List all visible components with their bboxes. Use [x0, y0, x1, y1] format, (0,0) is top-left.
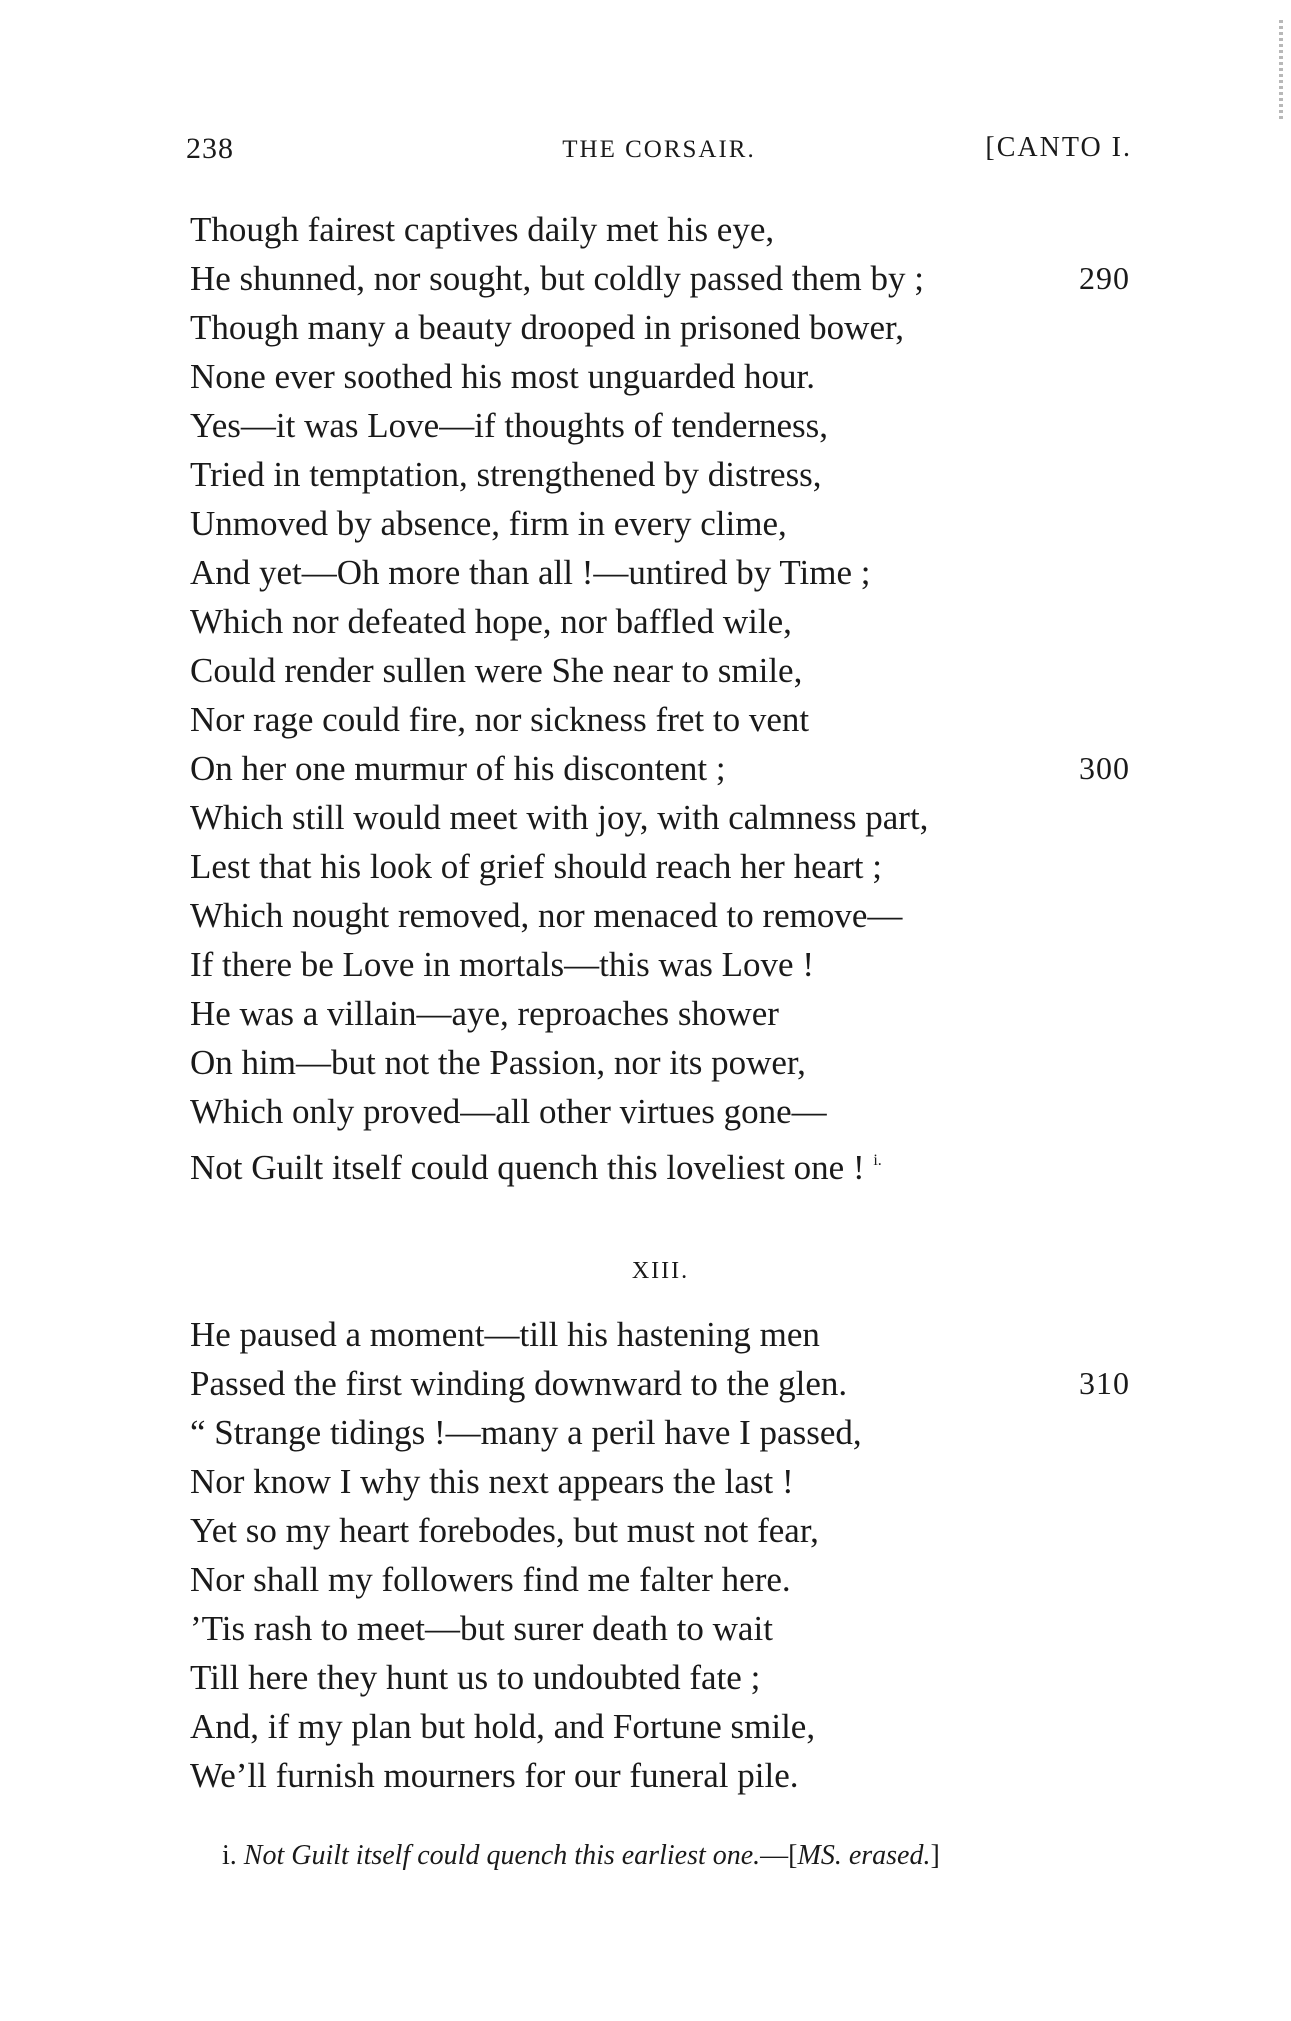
verse-line: [190, 303, 1130, 352]
verse-text: None ever soothed his most unguarded hour.: [190, 357, 816, 396]
verse-text: He was a villain—aye, reproaches shower: [190, 994, 779, 1033]
verse-line: [190, 989, 1130, 1038]
scan-edge-mark: [1279, 20, 1283, 120]
verse-text: Not Guilt itself could quench this loveliest one !: [190, 1148, 865, 1187]
verse-line: [190, 1038, 1130, 1087]
verse-text: Nor rage could fire, nor sickness fret to vent: [190, 700, 810, 739]
page-number: 238: [186, 132, 234, 165]
verse-text: And, if my plan but hold, and Fortune smile,: [190, 1707, 816, 1746]
verse-text: Which nor defeated hope, nor baffled wile,: [190, 602, 792, 641]
verse-line: [190, 1751, 1130, 1800]
verse-line: [190, 793, 1130, 842]
verse-text: Passed the first winding downward to the glen.: [190, 1364, 848, 1403]
footnote-source: MS. erased.: [797, 1840, 931, 1871]
verse-text: Which nought removed, nor menaced to remove—: [190, 896, 903, 935]
running-title: THE CORSAIR.: [562, 136, 756, 163]
verse-text: Yet so my heart forebodes, but must not fear,: [190, 1511, 819, 1550]
verse-line: [190, 597, 1130, 646]
verse-line: [190, 744, 1130, 793]
verse-text: Lest that his look of grief should reach her heart ;: [190, 847, 883, 886]
verse-text: ’Tis rash to meet—but surer death to wait: [190, 1609, 773, 1648]
verse-text: Which only proved—all other virtues gone—: [190, 1092, 827, 1131]
verse-text: Yes—it was Love—if thoughts of tenderness,: [190, 406, 829, 445]
running-header: [186, 132, 1132, 172]
stanza-xiii: [190, 1310, 1130, 1800]
verse-line: [190, 1408, 1130, 1457]
verse-line: [190, 1136, 1130, 1185]
verse-line: [190, 1604, 1130, 1653]
verse-text: He paused a moment—till his hastening men: [190, 1315, 820, 1354]
section-number: XIII.: [631, 1258, 690, 1284]
verse-line: [190, 1087, 1130, 1136]
verse-text: “ Strange tidings !—many a peril have I passed,: [190, 1413, 862, 1452]
verse-text: We’ll furnish mourners for our funeral pile.: [190, 1756, 799, 1795]
verse-text: On her one murmur of his discontent ;: [190, 749, 726, 788]
verse-text: And yet—Oh more than all !—untired by Time ;: [190, 553, 871, 592]
verse-text: Tried in temptation, strengthened by distress,: [190, 455, 822, 494]
line-number: 310: [1079, 1365, 1130, 1401]
verse-line: [190, 254, 1130, 303]
verse-line: [190, 1702, 1130, 1751]
verse-text: Though many a beauty drooped in prisoned bower,: [190, 308, 904, 347]
verse-text: Which still would meet with joy, with calmness part,: [190, 798, 929, 837]
verse-line: [190, 548, 1130, 597]
verse-line: [190, 1359, 1130, 1408]
line-number: 290: [1079, 260, 1130, 296]
verse-text: If there be Love in mortals—this was Love !: [190, 945, 814, 984]
verse-line: [190, 646, 1130, 695]
verse-text: On him—but not the Passion, nor its power,: [190, 1043, 806, 1082]
verse-line: [190, 1310, 1130, 1359]
verse-text: Nor know I why this next appears the last !: [190, 1462, 794, 1501]
canto-label: [CANTO I.: [985, 132, 1132, 163]
verse-line: [190, 1506, 1130, 1555]
verse-text: He shunned, nor sought, but coldly passed them by ;: [190, 259, 924, 298]
verse-line: [190, 891, 1130, 940]
verse-text: Though fairest captives daily met his eye,: [190, 210, 775, 249]
verse-line: [190, 205, 1130, 254]
footnote-text: Not Guilt itself could quench this earliest one.: [243, 1840, 761, 1871]
verse-line: [190, 401, 1130, 450]
verse-line: [190, 1555, 1130, 1604]
verse-line: [190, 450, 1130, 499]
stanza-xii-continued: [190, 205, 1130, 1185]
verse-text: Could render sullen were She near to smile,: [190, 651, 803, 690]
footnote-marker: i.: [222, 1840, 237, 1871]
verse-line: [190, 695, 1130, 744]
verse-text: Unmoved by absence, firm in every clime,: [190, 504, 787, 543]
footnote-reference: i.: [873, 1152, 882, 1169]
verse-line: [190, 352, 1130, 401]
footnote-bracket-close: ]: [930, 1840, 940, 1871]
line-number: 300: [1079, 750, 1130, 786]
verse-line: [190, 1457, 1130, 1506]
verse-line: [190, 940, 1130, 989]
footnote: [222, 1840, 1122, 1872]
verse-line: [190, 842, 1130, 891]
verse-text: Nor shall my followers find me falter here.: [190, 1560, 791, 1599]
verse-line: [190, 499, 1130, 548]
footnote-bracket-open: —[: [760, 1840, 798, 1871]
verse-line: [190, 1653, 1130, 1702]
verse-text: Till here they hunt us to undoubted fate ;: [190, 1658, 761, 1697]
